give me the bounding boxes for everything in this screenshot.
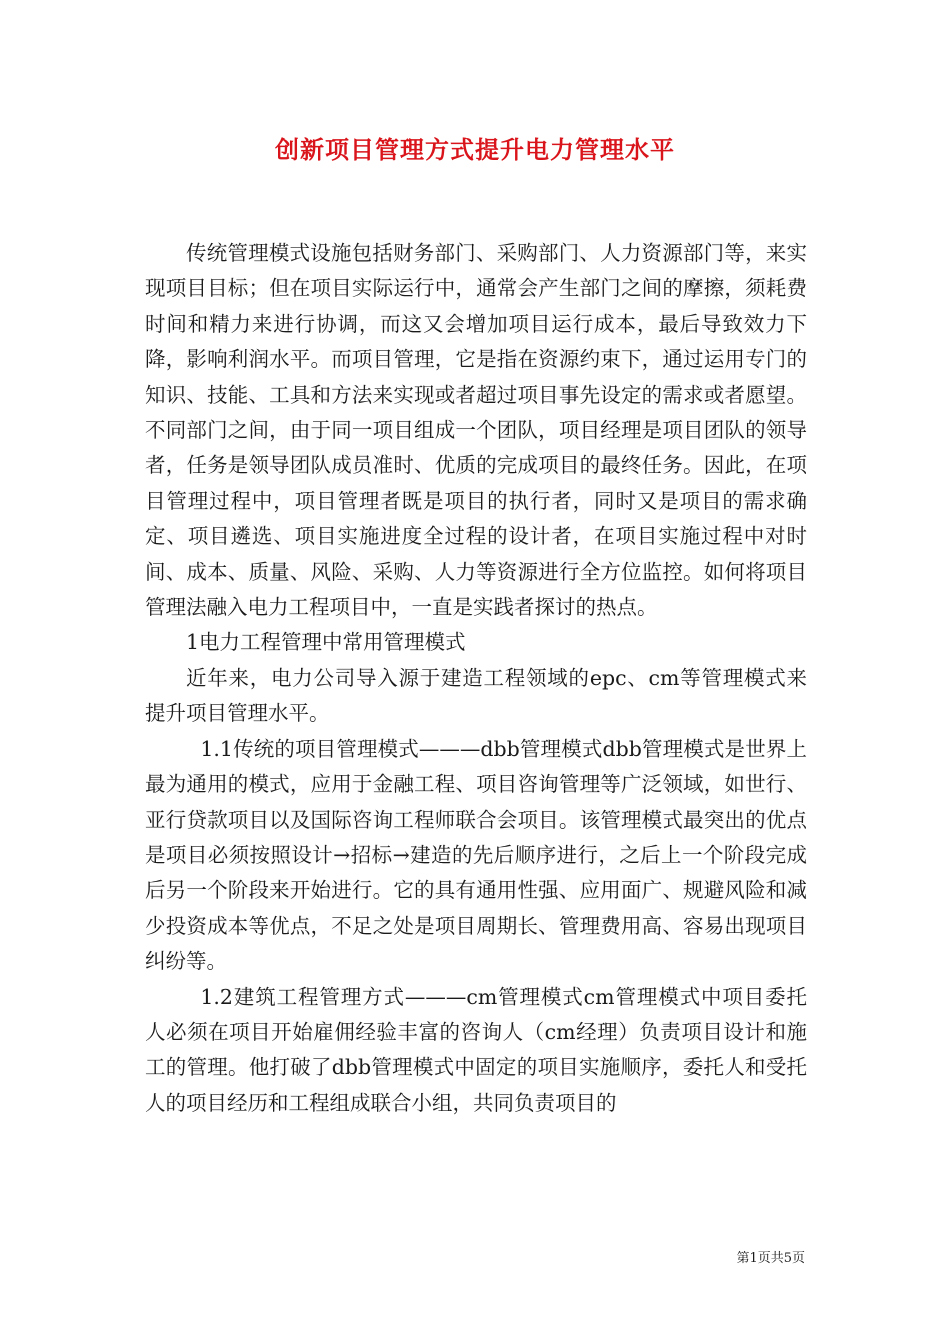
document-title: 创新项目管理方式提升电力管理水平: [275, 135, 675, 164]
section-heading-1: 1电力工程管理中常用管理模式: [186, 630, 466, 655]
paragraph-intro: 传统管理模式设施包括财务部门、采购部门、人力资源部门等，来实现项目目标；但在项目实际运行中，通常会产生部门之间的摩擦，须耗费时间和精力来进行协调，而这又会增加项目运行成本，最后导致效力下降，影响利润水平。而项目管理，它是指在资源约束下，通过运用专门的知识、技能、工具和方法来实现或者超过项目事先设定的需求或者愿望。不同部门之间，由于同一项目组成一个团队，项目经理是项目团队的领导者，任务是领导团队成员准时、优质的完成项目的最终任务。因此，在项目管理过程中，项目管理者既是项目的执行者，同时又是项目的需求确定、项目遴选、项目实施进度全过程的设计者，在项目实施过程中对时间、成本、质量、风险、采购、人力等资源进行全方位监控。如何将项目管理法融入电力工程项目中，一直是实践者探讨的热点。: [145, 241, 807, 620]
page-number-footer: 第1页共5页: [736, 1251, 805, 1266]
paragraph-section-1: 近年来，电力公司导入源于建造工程领域的epc、cm等管理模式来提升项目管理水平。: [145, 665, 807, 726]
document-body: [145, 236, 807, 1121]
paragraph-section-1-1: 1.1传统的项目管理模式———dbb管理模式dbb管理模式是世界上最为通用的模式，应用于金融工程、项目咨询管理等广泛领域，如世行、亚行贷款项目以及国际咨询工程师联合会项目。该管理模式最突出的优点是项目必须按照设计→招标→建造的先后顺序进行，之后上一个阶段完成后另一个阶段来开始进行。它的具有通用性强、应用面广、规避风险和减少投资成本等优点，不足之处是项目周期长、管理费用高、容易出现项目纠纷等。: [145, 736, 807, 974]
paragraph-section-1-2: 1.2建筑工程管理方式———cm管理模式cm管理模式中项目委托人必须在项目开始雇佣经验丰富的咨询人（cm经理）负责项目设计和施工的管理。他打破了dbb管理模式中固定的项目实施顺序，委托人和受托人的项目经历和工程组成联合小组，共同负责项目的: [145, 984, 807, 1115]
